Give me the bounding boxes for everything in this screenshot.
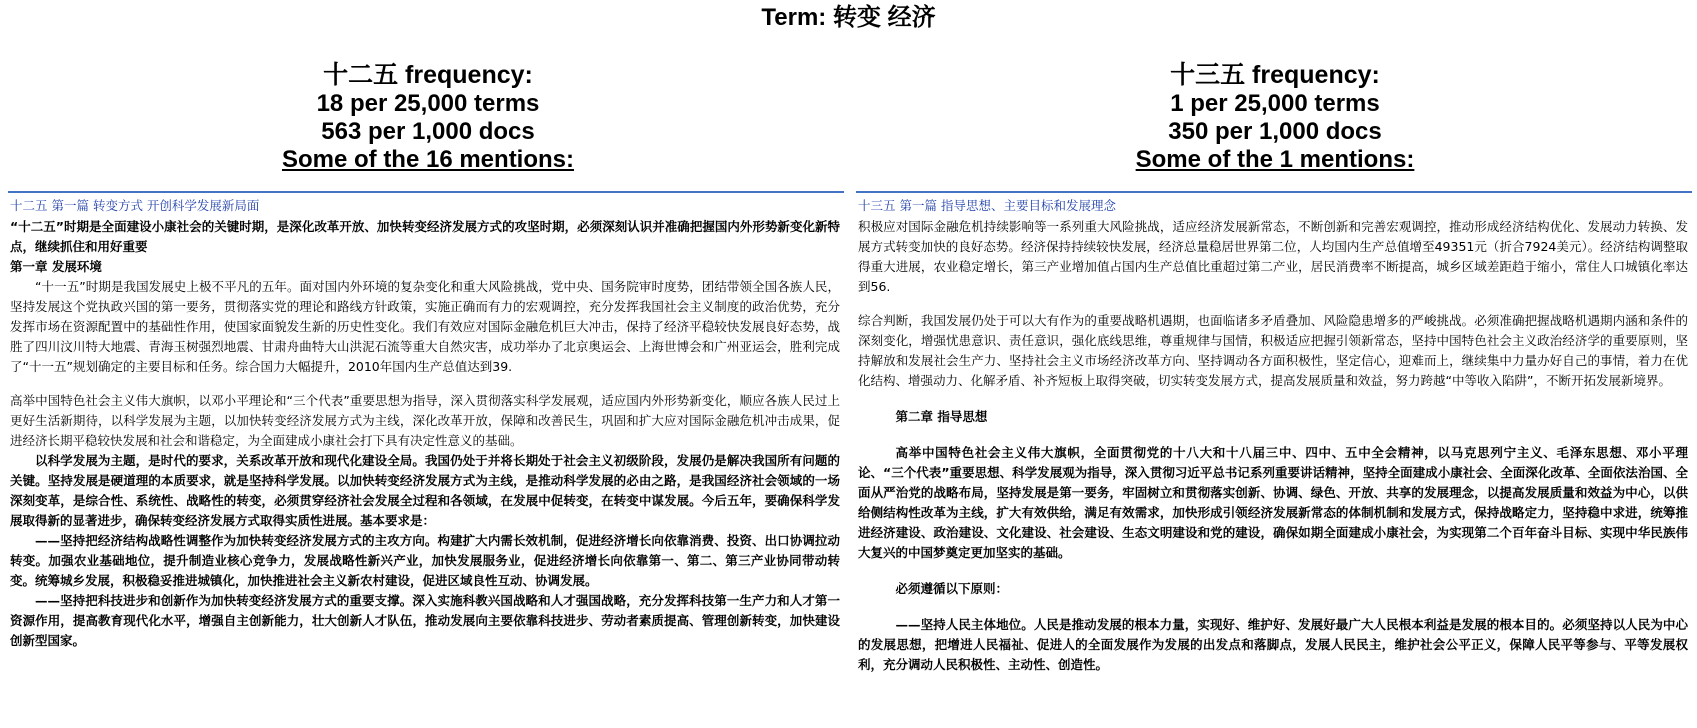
left-heading: 十二五 frequency:: [323, 61, 533, 89]
right-frequency-header: [995, 60, 1555, 174]
left-paragraph-6: ——坚持把科技进步和创新作为加快转变经济发展方式的重要支撑。深入实施科教兴国战略和人才强国战略，充分发挥科技第一生产力和人才第一资源作用，提高教育现代化水平，增强自主创新能力，壮大创新人才队伍，推动发展向主要依靠科技进步、劳动者素质提高、管理创新转变，加快建设创新型国家。: [10, 593, 840, 648]
left-paragraph-1: “十二五”时期是全面建设小康社会的关键时期，是深化改革开放、加快转变经济发展方式的攻坚时期，必须深刻认识并准确把握国内外形势新变化新特点，继续抓住和用好重要: [10, 219, 840, 254]
right-paragraph-3: 高举中国特色社会主义伟大旗帜，全面贯彻党的十八大和十八届三中、四中、五中全会精神，以马克思列宁主义、毛泽东思想、邓小平理论、“三个代表”重要思想、科学发展观为指导，深入贯彻习近平总书记系列重要讲话精神，坚持全面建成小康社会、全面深化改革、全面依法治国、全面从严治党的战略布局，坚持发展是第一要务，牢固树立和贯彻落实创新、协调、绿色、开放、共享的发展理念，以提高发展质量和效益为中心，以供给侧结构性改革为主线，扩大有效供给，满足有效需求，加快形成引领经济发展新常态的体制机制和发展方式，保持战略定力，坚持稳中求进，统筹推进经济建设、政治建设、文化建设、社会建设、生态文明建设和党的建设，确保如期全面建成小康社会，为实现第二个百年奋斗目标、实现中华民族伟大复兴的中国梦奠定更加坚实的基础。: [858, 445, 1688, 560]
left-chapter-heading: 第一章 发展环境: [10, 259, 102, 274]
right-principles-heading: 必须遵循以下原则：: [895, 581, 1009, 596]
left-mentions-column: [10, 192, 840, 651]
right-per-docs: 350 per 1,000 docs: [1168, 118, 1382, 145]
left-paragraph-4: 以科学发展为主题，是时代的要求，关系改革开放和现代化建设全局。我国仍处于并将长期处于社会主义初级阶段，发展仍是解决我国所有问题的关键。坚持发展是硬道理的本质要求，就是坚持科学发展。以加快转变经济发展方式为主线，是推动科学发展的必由之路，是我国经济社会领域的一场深刻变革，是综合性、系统性、战略性的转变，必须贯穿经济社会发展全过程和各领域，在发展中促转变，在转变中谋发展。今后五年，要确保科学发展取得新的显著进步，确保转变经济发展方式取得实质性进展。基本要求是：: [10, 453, 840, 528]
left-per-docs: 563 per 1,000 docs: [321, 118, 535, 145]
page-title: Term: 转变 经济: [761, 4, 936, 31]
right-chapter-heading: 第二章 指导思想: [895, 409, 988, 424]
right-mentions-label: Some of the 1 mentions:: [1135, 146, 1415, 173]
right-heading: 十三五 frequency:: [1170, 61, 1380, 89]
right-paragraph-2: 综合判断，我国发展仍处于可以大有作为的重要战略机遇期，也面临诸多矛盾叠加、风险隐患增多的严峻挑战。必须准确把握战略机遇期内涵和条件的深刻变化，增强忧患意识、责任意识，强化底线思维，尊重规律与国情，积极适应把握引领新常态，坚持中国特色社会主义政治经济学的重要原则，坚持解放和发展社会生产力、坚持社会主义市场经济改革方向、坚持调动各方面积极性，坚定信心，迎难而上，继续集中力量办好自己的事情，着力在优化结构、增强动力、化解矛盾、补齐短板上取得突破，切实转变发展方式，提高发展质量和效益，努力跨越“中等收入陷阱”，不断开拓发展新境界。: [858, 313, 1688, 388]
right-mentions-column: [858, 192, 1688, 675]
right-source-link[interactable]: 十三五 第一篇 指导思想、主要目标和发展理念: [858, 198, 1116, 213]
left-source-link[interactable]: 十二五 第一篇 转变方式 开创科学发展新局面: [10, 198, 260, 213]
left-paragraph-5: ——坚持把经济结构战略性调整作为加快转变经济发展方式的主攻方向。构建扩大内需长效机制，促进经济增长向依靠消费、投资、出口协调拉动转变。加强农业基础地位，提升制造业核心竞争力，发展战略性新兴产业，加快发展服务业，促进经济增长向依靠第一、第二、第三产业协同带动转变。统筹城乡发展，积极稳妥推进城镇化，加快推进社会主义新农村建设，促进区域良性互动、协调发展。: [10, 533, 840, 588]
left-frequency-header: [148, 60, 708, 174]
left-paragraph-3: 高举中国特色社会主义伟大旗帜，以邓小平理论和“三个代表”重要思想为指导，深入贯彻落实科学发展观，适应国内外形势新变化，顺应各族人民过上更好生活新期待，以科学发展为主题，以加快转变经济发展方式为主线，深化改革开放，保障和改善民生，巩固和扩大应对国际金融危机冲击成果，促进经济长期平稳较快发展和社会和谐稳定，为全面建成小康社会打下具有决定性意义的基础。: [10, 393, 840, 448]
left-paragraph-2: “十一五”时期是我国发展史上极不平凡的五年。面对国内外环境的复杂变化和重大风险挑战，党中央、国务院审时度势，团结带领全国各族人民，坚持发展这个党执政兴国的第一要务，贯彻落实党的理论和路线方针政策，实施正确而有力的宏观调控，充分发挥我国社会主义制度的政治优势，充分发挥市场在资源配置中的基础性作用，使国家面貌发生新的历史性变化。我们有效应对国际金融危机巨大冲击，保持了经济平稳较快发展良好态势，战胜了四川汶川特大地震、青海玉树强烈地震、甘肃舟曲特大山洪泥石流等重大自然灾害，成功举办了北京奥运会、上海世博会和广州亚运会，胜利完成了“十一五”规划确定的主要目标和任务。综合国力大幅提升，2010年国内生产总值达到39.: [10, 279, 840, 374]
right-per-terms: 1 per 25,000 terms: [1170, 90, 1380, 117]
left-per-terms: 18 per 25,000 terms: [316, 90, 540, 117]
right-paragraph-4: ——坚持人民主体地位。人民是推动发展的根本力量，实现好、维护好、发展好最广大人民根本利益是发展的根本目的。必须坚持以人民为中心的发展思想，把增进人民福祉、促进人的全面发展作为发展的出发点和落脚点，发展人民民主，维护社会公平正义，保障人民平等参与、平等发展权利，充分调动人民积极性、主动性、创造性。: [858, 617, 1688, 672]
right-paragraph-1: 积极应对国际金融危机持续影响等一系列重大风险挑战，适应经济发展新常态，不断创新和完善宏观调控，推动形成经济结构优化、发展动力转换、发展方式转变加快的良好态势。经济保持持续较快发展，经济总量稳居世界第二位，人均国内生产总值增至49351元（折合7924美元）。经济结构调整取得重大进展，农业稳定增长，第三产业增加值占国内生产总值比重超过第二产业，居民消费率不断提高，城乡区域差距趋于缩小，常住人口城镇化率达到56.: [858, 219, 1688, 294]
left-mentions-label: Some of the 16 mentions:: [281, 146, 575, 173]
